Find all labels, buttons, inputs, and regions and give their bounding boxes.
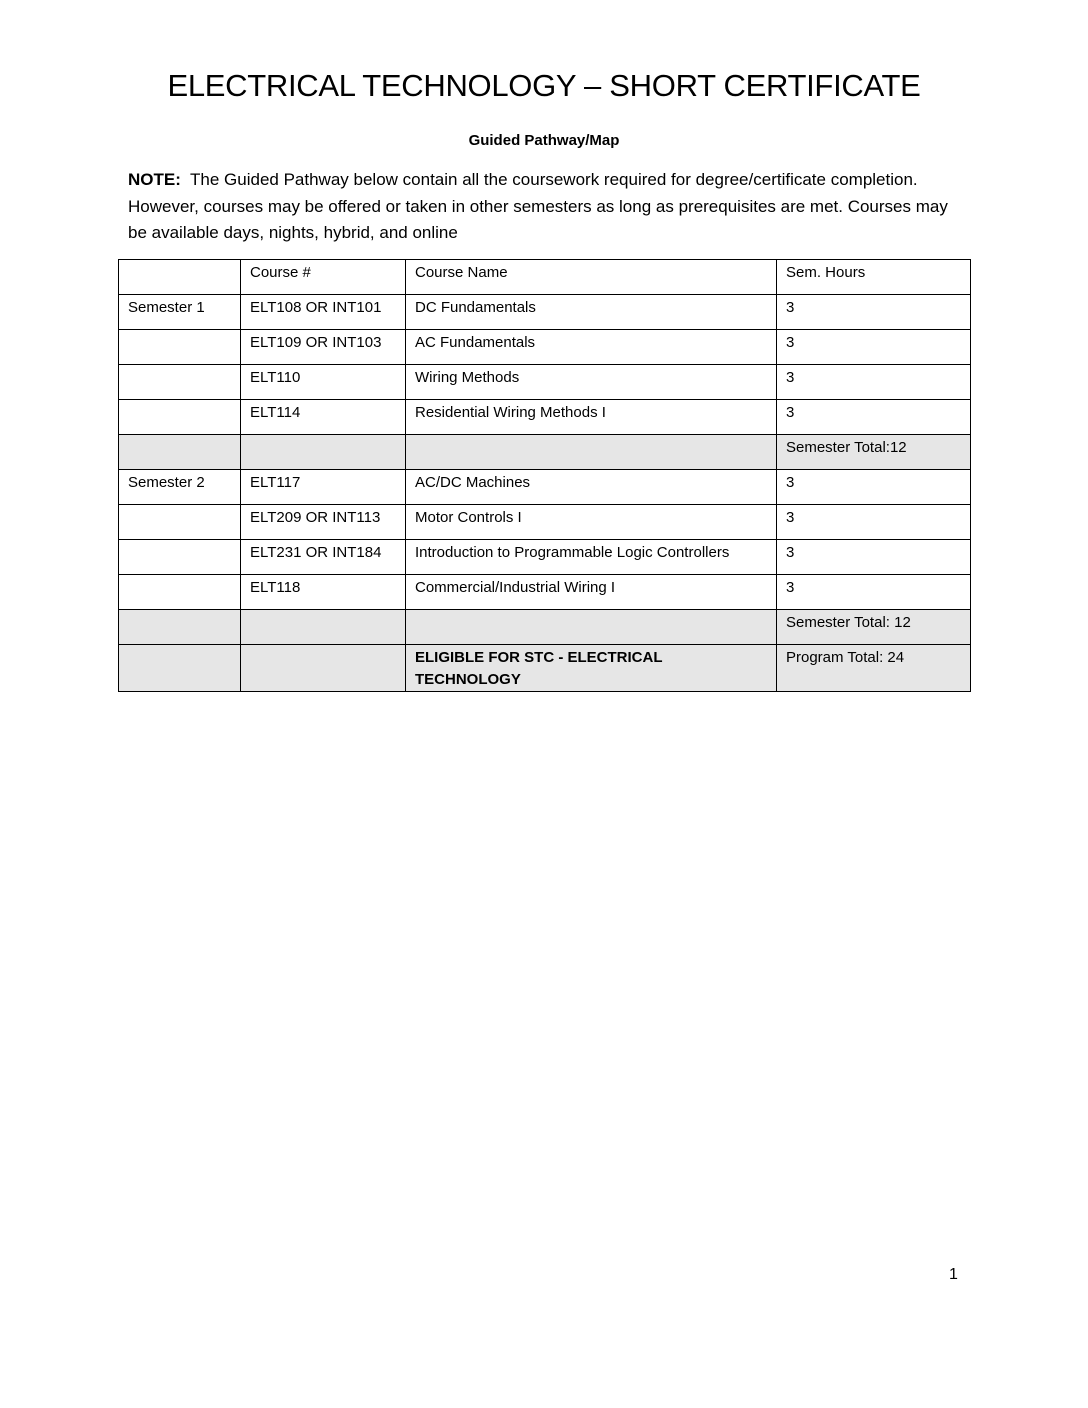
course-number-cell <box>241 610 406 645</box>
course-table <box>118 259 971 692</box>
table-total-row <box>119 435 971 470</box>
sem-hours-cell: Program Total: 24 <box>777 645 971 692</box>
semester-cell <box>119 330 241 365</box>
course-name-cell: Residential Wiring Methods I <box>406 400 777 435</box>
sem-hours-cell: 3 <box>777 505 971 540</box>
page-number: 1 <box>949 1266 958 1283</box>
course-name-cell: ELIGIBLE FOR STC - ELECTRICAL TECHNOLOGY <box>406 645 777 692</box>
course-name-cell <box>406 610 777 645</box>
semester-cell: Semester 1 <box>119 295 241 330</box>
semester-cell <box>119 645 241 692</box>
table-row <box>119 575 971 610</box>
table-row <box>119 400 971 435</box>
semester-cell <box>119 400 241 435</box>
sem-hours-cell: 3 <box>777 295 971 330</box>
semester-cell: Semester 2 <box>119 470 241 505</box>
note-label: NOTE: <box>128 170 181 189</box>
course-number-cell: ELT118 <box>241 575 406 610</box>
table-row <box>119 540 971 575</box>
sem-hours-cell: 3 <box>777 400 971 435</box>
table-total-row <box>119 610 971 645</box>
table-row <box>119 330 971 365</box>
table-row <box>119 295 971 330</box>
course-number-cell: ELT108 OR INT101 <box>241 295 406 330</box>
table-row <box>119 365 971 400</box>
course-name-cell: Commercial/Industrial Wiring I <box>406 575 777 610</box>
semester-cell <box>119 575 241 610</box>
header-cell-sem-hours: Sem. Hours <box>777 260 971 295</box>
course-number-cell: ELT231 OR INT184 <box>241 540 406 575</box>
course-number-cell: ELT109 OR INT103 <box>241 330 406 365</box>
sem-hours-cell: Semester Total: 12 <box>777 610 971 645</box>
table-header-row <box>119 260 971 295</box>
sem-hours-cell: 3 <box>777 330 971 365</box>
table-row <box>119 505 971 540</box>
sem-hours-cell: Semester Total:12 <box>777 435 971 470</box>
table-row <box>119 470 971 505</box>
semester-cell <box>119 610 241 645</box>
course-name-cell: DC Fundamentals <box>406 295 777 330</box>
note-paragraph <box>128 167 958 247</box>
header-cell-course-name: Course Name <box>406 260 777 295</box>
table-total-row <box>119 645 971 692</box>
page-title: ELECTRICAL TECHNOLOGY – SHORT CERTIFICATE <box>167 68 921 103</box>
course-name-cell: Wiring Methods <box>406 365 777 400</box>
sem-hours-cell: 3 <box>777 470 971 505</box>
course-number-cell <box>241 435 406 470</box>
course-name-cell: Introduction to Programmable Logic Controllers <box>406 540 777 575</box>
semester-cell <box>119 505 241 540</box>
course-number-cell <box>241 645 406 692</box>
page-subtitle: Guided Pathway/Map <box>468 132 620 149</box>
course-name-cell: AC/DC Machines <box>406 470 777 505</box>
header-cell-course-number: Course # <box>241 260 406 295</box>
course-number-cell: ELT117 <box>241 470 406 505</box>
sem-hours-cell: 3 <box>777 575 971 610</box>
semester-cell <box>119 435 241 470</box>
sem-hours-cell: 3 <box>777 365 971 400</box>
header-cell-semester <box>119 260 241 295</box>
semester-cell <box>119 365 241 400</box>
course-number-cell: ELT114 <box>241 400 406 435</box>
sem-hours-cell: 3 <box>777 540 971 575</box>
course-number-cell: ELT209 OR INT113 <box>241 505 406 540</box>
course-name-cell: AC Fundamentals <box>406 330 777 365</box>
course-number-cell: ELT110 <box>241 365 406 400</box>
course-name-cell <box>406 435 777 470</box>
note-text: The Guided Pathway below contain all the coursework required for degree/certificate completion. However, courses may be offered or taken in other semesters as long as prerequisites are met. Courses may be available days, nights, hybrid, and online <box>128 170 948 242</box>
semester-cell <box>119 540 241 575</box>
course-name-cell: Motor Controls I <box>406 505 777 540</box>
